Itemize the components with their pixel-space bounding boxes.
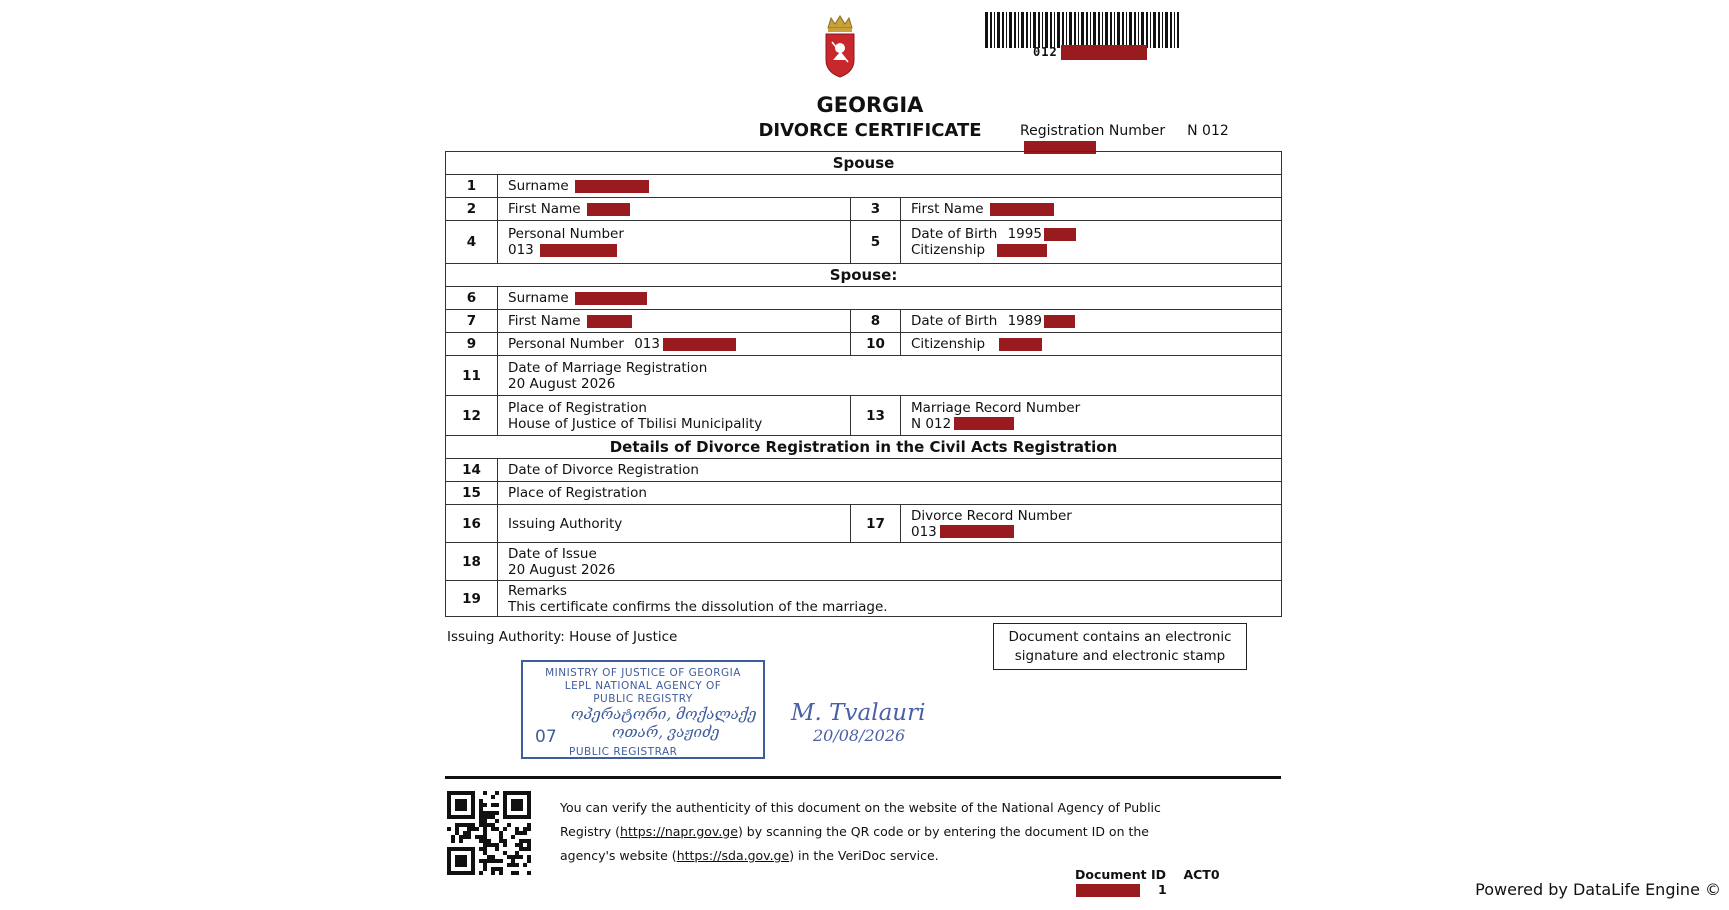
table-row: 4 Personal Number 013 5 Date of Birth 1995 Citizenship (446, 221, 1282, 264)
section-spouse-1: Spouse (446, 152, 1282, 175)
table-row: 6 Surname (446, 287, 1282, 310)
redaction (575, 292, 647, 305)
redaction (587, 315, 632, 328)
redaction (999, 338, 1042, 351)
redaction (990, 203, 1054, 216)
verification-text: You can verify the authenticity of this document on the website of the National Agency of Public Registry (https://napr.gov.ge) by scanning the QR code or by entering the document ID on the agency's website (https://sda.gov.ge) in the VeriDoc service. (560, 800, 1161, 863)
redaction (940, 525, 1014, 538)
napr-link[interactable]: https://napr.gov.ge (620, 824, 738, 839)
section-spouse-2: Spouse: (446, 264, 1282, 287)
official-stamp: MINISTRY OF JUSTICE OF GEORGIA LEPL NATIONAL AGENCY OF PUBLIC REGISTRY 07 ოპერატორი, მოქალაქე ოთარ, ვაჟიძე PUBLIC REGISTRAR (521, 660, 765, 759)
table-row: 1 Surname (446, 175, 1282, 198)
powered-by-footer[interactable]: Powered by DataLife Engine © (1475, 880, 1721, 899)
redaction (954, 417, 1014, 430)
table-row: 2 First Name 3 First Name (446, 198, 1282, 221)
handwritten-signature: M. Tvalauri 20/08/2026 (791, 700, 926, 745)
sda-link[interactable]: https://sda.gov.ge (676, 848, 790, 863)
redaction (1044, 315, 1075, 328)
barcode-number: 012 (1033, 45, 1147, 60)
coat-of-arms-icon (823, 14, 857, 78)
redaction (575, 180, 649, 193)
document-id: Document ID ACT01 (1075, 867, 1220, 897)
table-row: 19 Remarks This certificate confirms the dissolution of the marriage. (446, 581, 1282, 617)
registration-number: Registration Number N 012 (1020, 123, 1281, 155)
redaction (663, 338, 736, 351)
certificate-table (445, 151, 1282, 617)
redaction (1076, 884, 1140, 897)
redaction (997, 244, 1047, 257)
table-row: 16 Issuing Authority 17 Divorce Record Number 013 (446, 505, 1282, 543)
table-row: 11 Date of Marriage Registration 20 August 2026 (446, 356, 1282, 396)
redaction (1061, 45, 1147, 60)
section-divorce-details: Details of Divorce Registration in the Civil Acts Registration (446, 436, 1282, 459)
barcode-icon (985, 12, 1179, 48)
redaction (540, 244, 617, 257)
table-row: 14 Date of Divorce Registration (446, 459, 1282, 482)
table-row: 9 Personal Number 013 10 Citizenship (446, 333, 1282, 356)
table-row: 15 Place of Registration (446, 482, 1282, 505)
table-row: 12 Place of Registration House of Justice of Tbilisi Municipality 13 Marriage Record Number N 012 (446, 396, 1282, 436)
table-row: 18 Date of Issue 20 August 2026 (446, 543, 1282, 581)
issuing-authority: Issuing Authority: House of Justice (447, 629, 678, 645)
certificate-document (445, 0, 1281, 910)
divider (445, 776, 1281, 779)
document-title: DIVORCE CERTIFICATE (758, 120, 982, 141)
country-title: GEORGIA (816, 93, 924, 117)
redaction (587, 203, 630, 216)
electronic-signature-notice: Document contains an electronic signature and electronic stamp (993, 623, 1247, 670)
redaction (1044, 228, 1076, 241)
qr-code-icon[interactable] (447, 791, 531, 875)
table-row: 7 First Name 8 Date of Birth 1989 (446, 310, 1282, 333)
